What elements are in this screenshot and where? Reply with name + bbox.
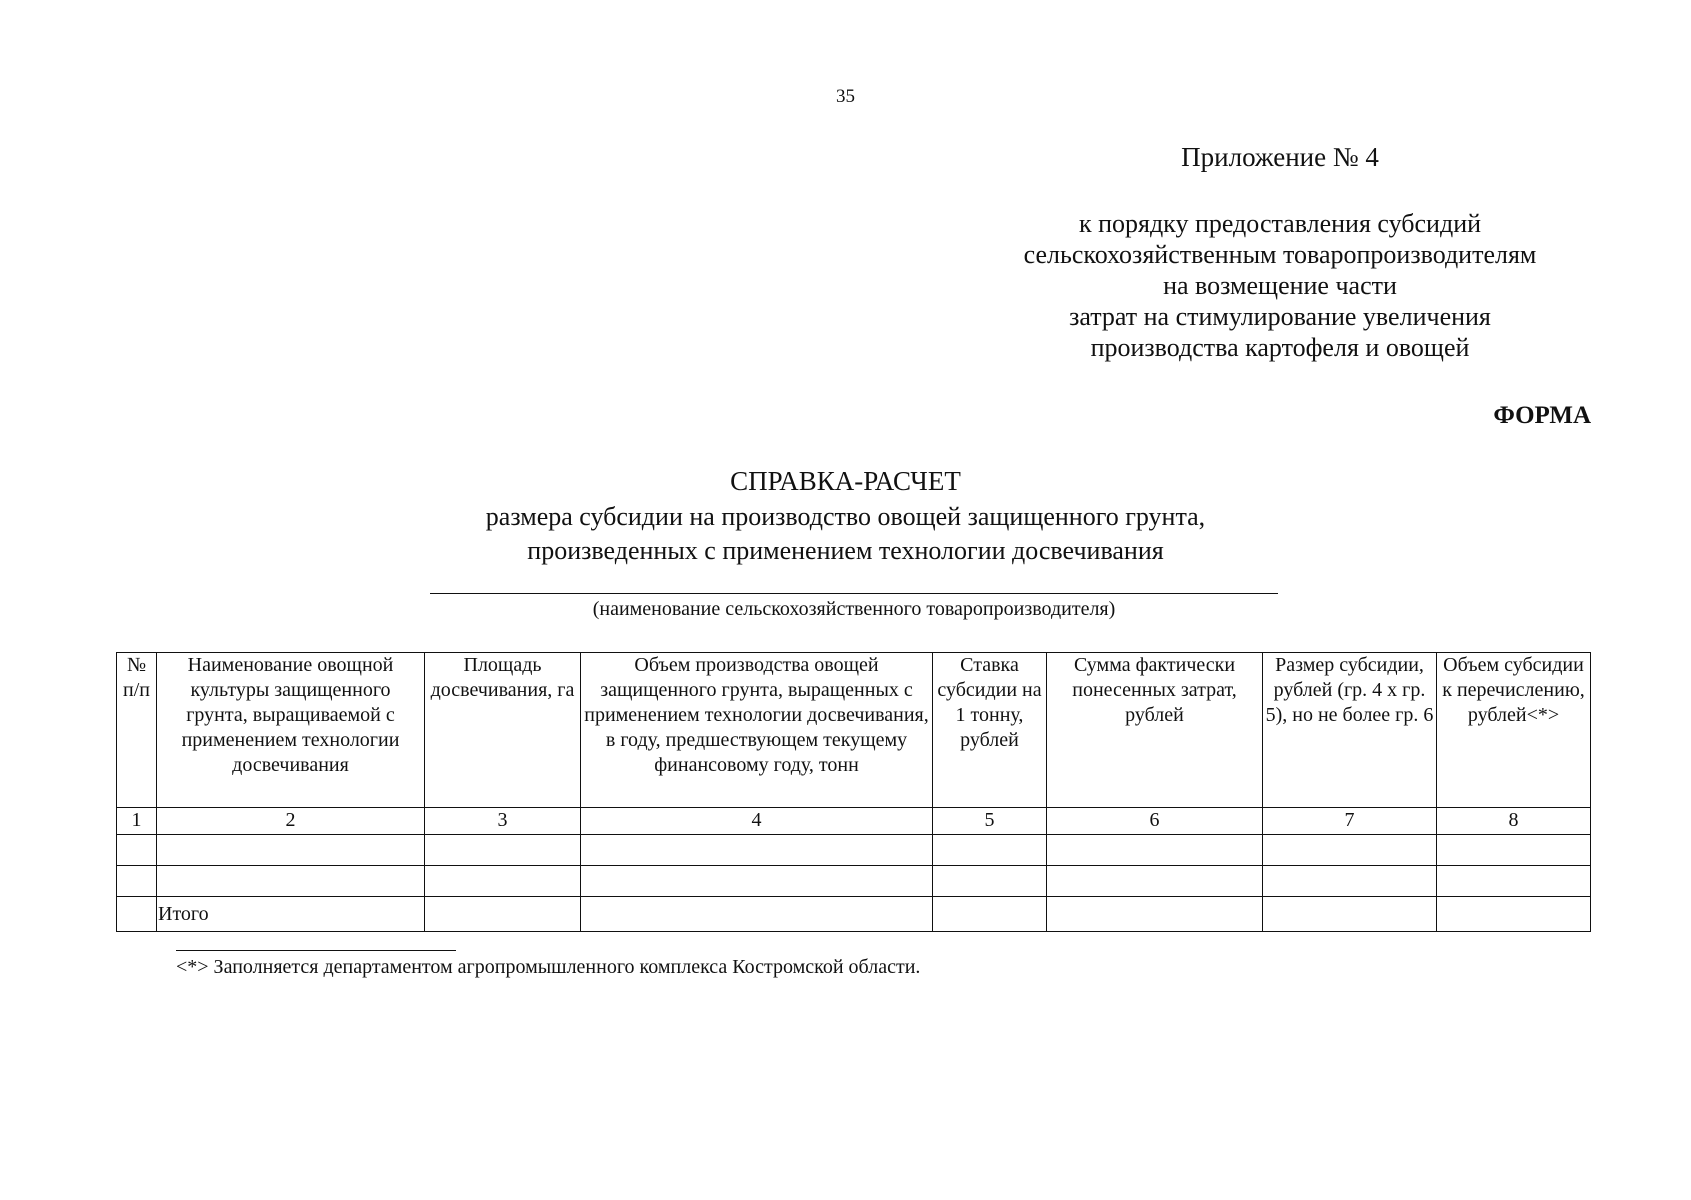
table-cell[interactable]: [157, 866, 425, 897]
table-header-row: [117, 653, 1591, 808]
document-title: СПРАВКА-РАСЧЕТ: [730, 466, 961, 496]
table-cell[interactable]: [581, 835, 933, 866]
page-number: 35: [836, 86, 855, 107]
table-cell[interactable]: [117, 897, 157, 932]
total-label: Итого: [157, 897, 425, 932]
header-cell: Объем субсидии к перечислению, рублей<*>: [1437, 653, 1591, 808]
table-cell[interactable]: [581, 866, 933, 897]
header-cell: Наименование овощной культуры защищенного грунта, выращиваемой с применением технологии досвечивания: [157, 653, 425, 808]
table-cell[interactable]: [117, 835, 157, 866]
table-cell[interactable]: [581, 897, 933, 932]
appendix-subtitle-line: сельскохозяйственным товаропроизводителям: [1023, 240, 1537, 269]
column-number: 7: [1263, 808, 1437, 835]
appendix-subtitle-line: затрат на стимулирование увеличения: [1069, 302, 1491, 331]
total-row: [117, 897, 1591, 932]
calculation-table: [116, 652, 1591, 932]
table-cell[interactable]: [1437, 835, 1591, 866]
column-number: 1: [117, 808, 157, 835]
header-cell: Площадь досвечивания, га: [425, 653, 581, 808]
column-number: 2: [157, 808, 425, 835]
table-cell[interactable]: [1437, 866, 1591, 897]
document-subtitle-line: размера субсидии на производство овощей защищенного грунта,: [485, 502, 1206, 531]
table-cell[interactable]: [933, 897, 1047, 932]
column-number: 6: [1047, 808, 1263, 835]
table-cell[interactable]: [933, 835, 1047, 866]
appendix-subtitle-line: производства картофеля и овощей: [1090, 333, 1470, 362]
appendix-subtitle-line: на возмещение части: [1163, 271, 1397, 300]
appendix-title: Приложение № 4: [1181, 142, 1379, 172]
table-cell[interactable]: [425, 835, 581, 866]
header-cell: Сумма фактически понесенных затрат, рублей: [1047, 653, 1263, 808]
table-cell[interactable]: [1047, 835, 1263, 866]
document-subtitle-line: произведенных с применением технологии досвечивания: [527, 536, 1164, 565]
header-cell: № п/п: [117, 653, 157, 808]
table-cell[interactable]: [117, 866, 157, 897]
table-row: [117, 866, 1591, 897]
table-cell[interactable]: [1263, 835, 1437, 866]
appendix-subtitle: [970, 208, 1590, 363]
producer-name-line[interactable]: [430, 593, 1278, 594]
column-number: 4: [581, 808, 933, 835]
table-cell[interactable]: [1047, 897, 1263, 932]
document-subtitle: [0, 500, 1691, 568]
header-cell: Объем производства овощей защищенного грунта, выращенных с применением технологии досвечивания, в году, предшествующем текущему финансовому году, тонн: [581, 653, 933, 808]
table-cell[interactable]: [1263, 897, 1437, 932]
header-cell: Ставка субсидии на 1 тонну, рублей: [933, 653, 1047, 808]
column-number: 3: [425, 808, 581, 835]
footnote: <*> Заполняется департаментом агропромышленного комплекса Костромской области.: [176, 956, 921, 978]
footnote-divider: [176, 950, 456, 951]
column-number: 5: [933, 808, 1047, 835]
table-cell[interactable]: [1263, 866, 1437, 897]
header-cell: Размер субсидии, рублей (гр. 4 х гр. 5), но не более гр. 6: [1263, 653, 1437, 808]
table-cell[interactable]: [425, 897, 581, 932]
table-cell[interactable]: [933, 866, 1047, 897]
table-cell[interactable]: [157, 835, 425, 866]
table-cell[interactable]: [1437, 897, 1591, 932]
table-cell[interactable]: [1047, 866, 1263, 897]
appendix-subtitle-line: к порядку предоставления субсидий: [1078, 209, 1482, 238]
table-cell[interactable]: [425, 866, 581, 897]
producer-name-caption: (наименование сельскохозяйственного товаропроизводителя): [592, 598, 1116, 620]
table-row: [117, 835, 1591, 866]
column-number-row: [117, 808, 1591, 835]
form-label: ФОРМА: [1493, 402, 1591, 429]
column-number: 8: [1437, 808, 1591, 835]
